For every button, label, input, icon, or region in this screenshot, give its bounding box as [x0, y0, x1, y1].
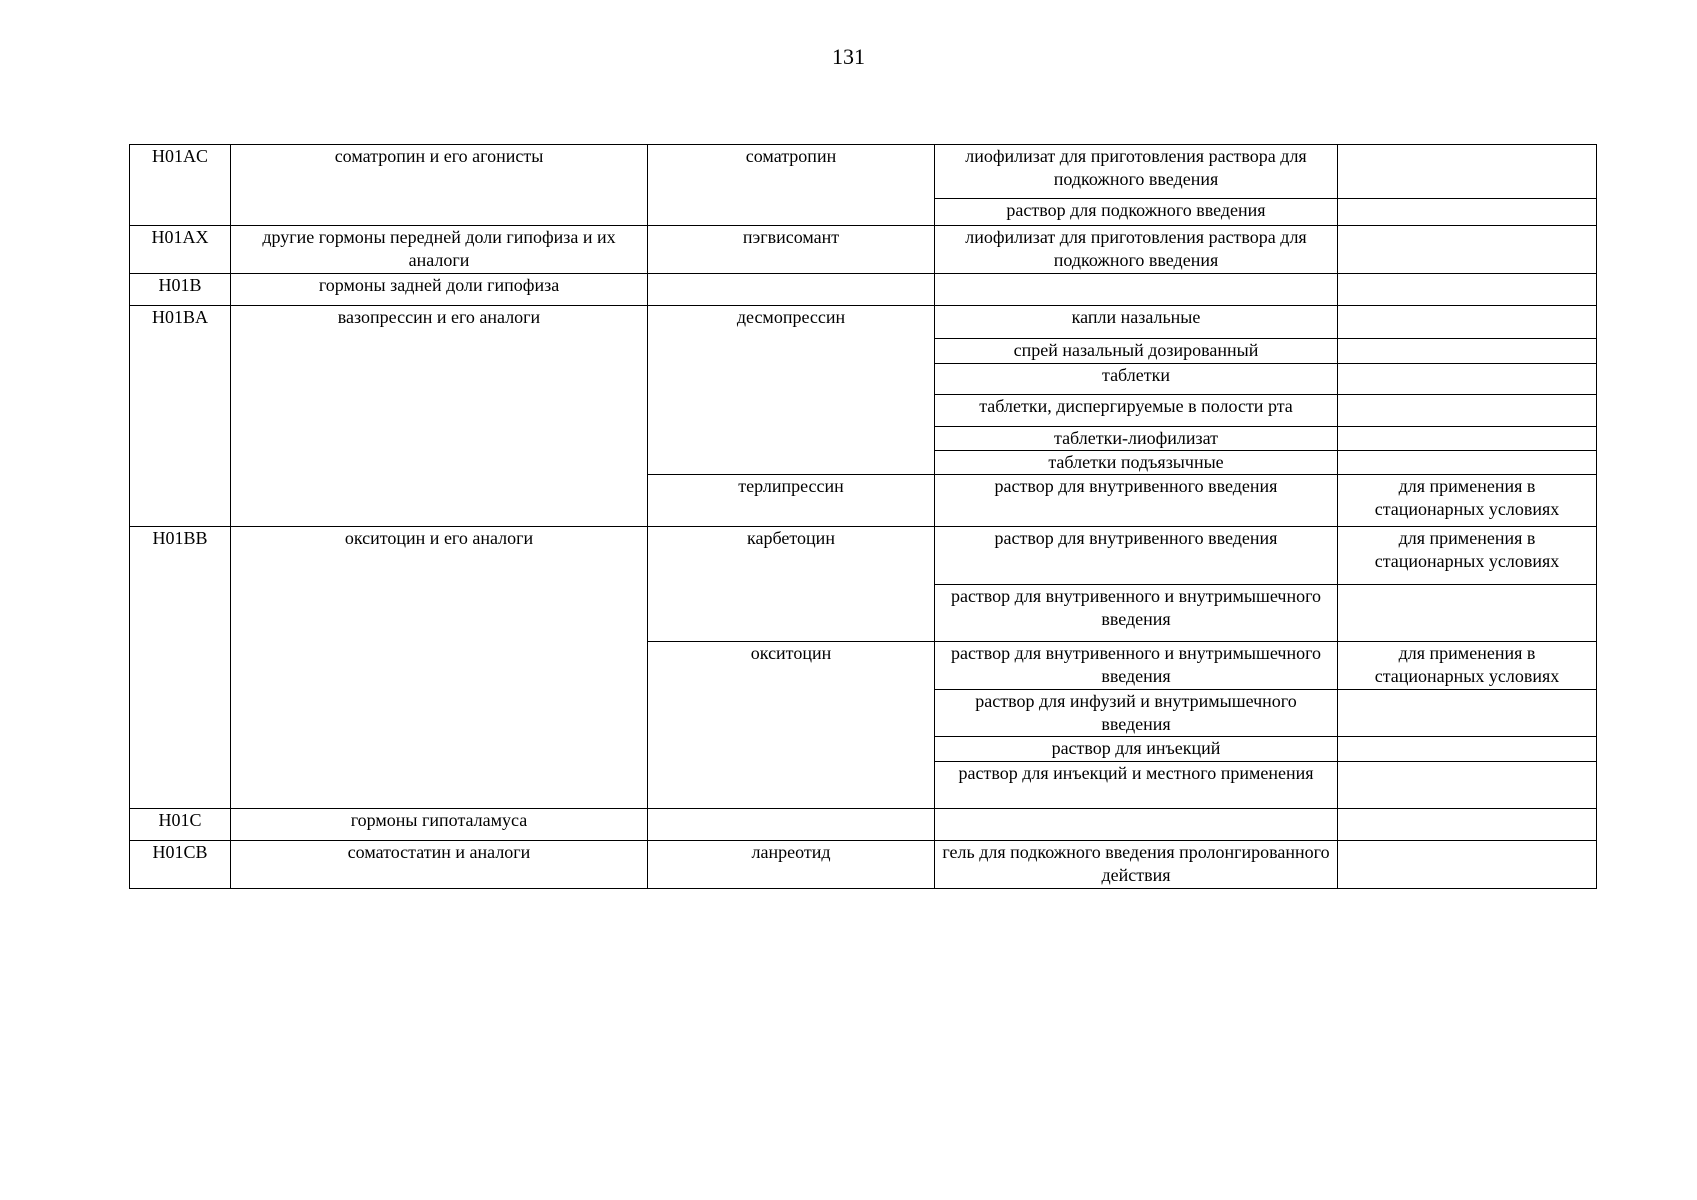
drug-cell: десмопрессин — [648, 306, 935, 475]
form-cell: раствор для инъекций — [935, 737, 1338, 762]
note-cell — [1338, 306, 1597, 339]
drug-table — [129, 144, 1597, 889]
form-cell: раствор для внутривенного и внутримышечного введения — [935, 642, 1338, 690]
drug-cell — [648, 274, 935, 306]
table-row — [130, 274, 1597, 306]
atc-code-cell: H01B — [130, 274, 231, 306]
drug-cell: ланреотид — [648, 841, 935, 889]
form-cell: лиофилизат для приготовления раствора для подкожного введения — [935, 226, 1338, 274]
note-cell: для применения в стационарных условиях — [1338, 642, 1597, 690]
form-cell: таблетки — [935, 364, 1338, 395]
drug-cell: пэгвисомант — [648, 226, 935, 274]
note-cell — [1338, 690, 1597, 737]
note-cell — [1338, 585, 1597, 642]
form-cell: таблетки подъязычные — [935, 451, 1338, 475]
note-cell — [1338, 226, 1597, 274]
form-cell: лиофилизат для приготовления раствора для подкожного введения — [935, 145, 1338, 199]
form-cell — [935, 809, 1338, 841]
form-cell: раствор для внутривенного и внутримышечного введения — [935, 585, 1338, 642]
table-row — [130, 809, 1597, 841]
table-row — [130, 841, 1597, 889]
table-row — [130, 226, 1597, 274]
form-cell: спрей назальный дозированный — [935, 339, 1338, 364]
atc-code-cell: H01AX — [130, 226, 231, 274]
table-row — [130, 145, 1597, 199]
note-cell — [1338, 145, 1597, 199]
form-cell: раствор для внутривенного введения — [935, 475, 1338, 527]
note-cell: для применения в стационарных условиях — [1338, 527, 1597, 585]
atc-code-cell: H01AC — [130, 145, 231, 226]
atc-code-cell: H01BB — [130, 527, 231, 809]
note-cell — [1338, 395, 1597, 427]
table-row — [130, 527, 1597, 585]
form-cell: раствор для инъекций и местного применения — [935, 762, 1338, 809]
form-cell: гель для подкожного введения пролонгированного действия — [935, 841, 1338, 889]
atc-code-cell: H01BA — [130, 306, 231, 527]
group-cell: другие гормоны передней доли гипофиза и их аналоги — [231, 226, 648, 274]
form-cell: капли назальные — [935, 306, 1338, 339]
form-cell: таблетки, диспергируемые в полости рта — [935, 395, 1338, 427]
drug-cell: соматропин — [648, 145, 935, 226]
group-cell: гормоны задней доли гипофиза — [231, 274, 648, 306]
form-cell — [935, 274, 1338, 306]
group-cell: окситоцин и его аналоги — [231, 527, 648, 809]
atc-code-cell: H01C — [130, 809, 231, 841]
note-cell — [1338, 199, 1597, 226]
form-cell: раствор для подкожного введения — [935, 199, 1338, 226]
group-cell: вазопрессин и его аналоги — [231, 306, 648, 527]
page-number: 131 — [832, 44, 865, 69]
drug-cell: окситоцин — [648, 642, 935, 809]
note-cell — [1338, 809, 1597, 841]
form-cell: таблетки-лиофилизат — [935, 427, 1338, 451]
drug-cell: терлипрессин — [648, 475, 935, 527]
note-cell — [1338, 841, 1597, 889]
note-cell — [1338, 364, 1597, 395]
note-cell — [1338, 427, 1597, 451]
group-cell: гормоны гипоталамуса — [231, 809, 648, 841]
note-cell — [1338, 274, 1597, 306]
group-cell: соматропин и его агонисты — [231, 145, 648, 226]
form-cell: раствор для инфузий и внутримышечного введения — [935, 690, 1338, 737]
note-cell: для применения в стационарных условиях — [1338, 475, 1597, 527]
note-cell — [1338, 762, 1597, 809]
drug-cell: карбетоцин — [648, 527, 935, 642]
group-cell: соматостатин и аналоги — [231, 841, 648, 889]
note-cell — [1338, 451, 1597, 475]
note-cell — [1338, 339, 1597, 364]
form-cell: раствор для внутривенного введения — [935, 527, 1338, 585]
drug-cell — [648, 809, 935, 841]
note-cell — [1338, 737, 1597, 762]
table-row — [130, 306, 1597, 339]
atc-code-cell: H01CB — [130, 841, 231, 889]
